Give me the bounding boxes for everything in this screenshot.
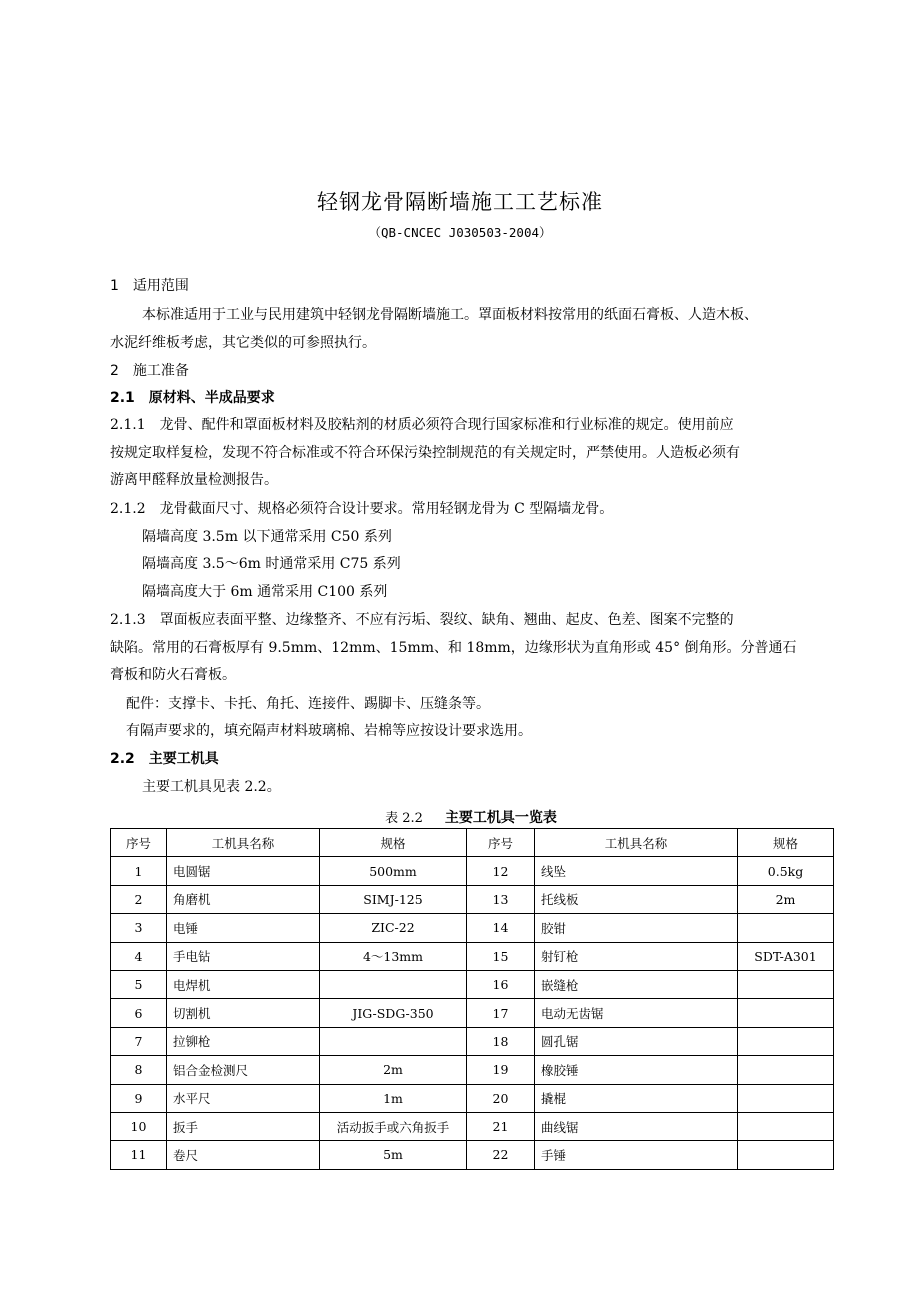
cell-no: 6 (111, 999, 167, 1027)
cell-spec: 2m (738, 885, 834, 913)
cell-no: 19 (467, 1056, 535, 1084)
header-no-left: 序号 (111, 829, 167, 857)
cell-tool-name: 圆孔锯 (535, 1027, 738, 1055)
cell-spec (738, 1084, 834, 1112)
cell-tool-name: 电动无齿锯 (535, 999, 738, 1027)
cell-spec (738, 1112, 834, 1140)
section-2-1-2-line-1: 2.1.2 龙骨截面尺寸、规格必须符合设计要求。常用轻钢龙骨为 C 型隔墙龙骨。 (110, 501, 614, 517)
table-row (111, 999, 834, 1027)
header-name-right: 工机具名称 (535, 829, 738, 857)
cell-no: 8 (111, 1056, 167, 1084)
table-header-row (111, 829, 834, 857)
section-2-1-2-item-2: 隔墙高度 3.5～6m 时通常采用 C75 系列 (142, 556, 401, 572)
cell-spec (738, 914, 834, 942)
cell-spec: JIG-SDG-350 (320, 999, 467, 1027)
cell-spec: SDT-A301 (738, 942, 834, 970)
header-no-right: 序号 (467, 829, 535, 857)
cell-tool-name: 橡胶锤 (535, 1056, 738, 1084)
cell-tool-name: 手电钻 (167, 942, 320, 970)
cell-no: 5 (111, 970, 167, 998)
section-2-1-1-line-1: 2.1.1 龙骨、配件和罩面板材料及胶粘剂的材质必须符合现行国家标准和行业标准的规定。使用前应 (110, 417, 734, 433)
cell-tool-name: 射钉枪 (535, 942, 738, 970)
cell-spec (738, 1056, 834, 1084)
cell-spec: 0.5kg (738, 857, 834, 885)
cell-spec (738, 1141, 834, 1169)
table-row (111, 914, 834, 942)
cell-spec (738, 970, 834, 998)
section-2-1-3-parts: 配件：支撑卡、卡托、角托、连接件、踢脚卡、压缝条等。 (126, 696, 490, 712)
cell-spec: 1m (320, 1084, 467, 1112)
section-2-1-1-line-3: 游离甲醛释放量检测报告。 (110, 472, 278, 488)
cell-tool-name: 胶钳 (535, 914, 738, 942)
section-1-paragraph-line-2: 水泥纤维板考虑，其它类似的可参照执行。 (110, 335, 376, 351)
cell-no: 7 (111, 1027, 167, 1055)
table-row (111, 1141, 834, 1169)
cell-spec: ZIC-22 (320, 914, 467, 942)
cell-no: 9 (111, 1084, 167, 1112)
cell-tool-name: 拉铆枪 (167, 1027, 320, 1055)
table-caption-number: 表 2.2 (385, 811, 423, 826)
table-row (111, 942, 834, 970)
cell-no: 16 (467, 970, 535, 998)
cell-spec: 5m (320, 1141, 467, 1169)
cell-tool-name: 托线板 (535, 885, 738, 913)
cell-tool-name: 线坠 (535, 857, 738, 885)
cell-no: 3 (111, 914, 167, 942)
cell-spec (320, 1027, 467, 1055)
cell-tool-name: 手锤 (535, 1141, 738, 1169)
section-2-1-3-line-3: 膏板和防火石膏板。 (110, 667, 236, 683)
cell-no: 14 (467, 914, 535, 942)
cell-spec: SIMJ-125 (320, 885, 467, 913)
section-2-2-paragraph: 主要工机具见表 2.2。 (142, 779, 281, 795)
cell-spec: 500mm (320, 857, 467, 885)
cell-no: 11 (111, 1141, 167, 1169)
cell-no: 13 (467, 885, 535, 913)
table-row (111, 1084, 834, 1112)
section-2-1-3-line-2: 缺陷。常用的石膏板厚有 9.5mm、12mm、15mm、和 18mm，边缘形状为直角形或 45° 倒角形。分普通石 (110, 640, 797, 656)
table-row (111, 970, 834, 998)
table-row (111, 1056, 834, 1084)
cell-no: 20 (467, 1084, 535, 1112)
cell-spec: 4～13mm (320, 942, 467, 970)
section-2-1-2-item-1: 隔墙高度 3.5m 以下通常采用 C50 系列 (142, 529, 392, 545)
cell-tool-name: 电圆锯 (167, 857, 320, 885)
section-2-heading: 2 施工准备 (110, 363, 189, 379)
section-2-1-2-item-3: 隔墙高度大于 6m 通常采用 C100 系列 (142, 584, 388, 600)
table-row (111, 1112, 834, 1140)
cell-spec (320, 970, 467, 998)
cell-tool-name: 卷尺 (167, 1141, 320, 1169)
header-spec-right: 规格 (738, 829, 834, 857)
section-2-1-1-line-2: 按规定取样复检，发现不符合标准或不符合环保污染控制规范的有关规定时，严禁使用。人造板必须有 (110, 445, 740, 461)
section-2-1-heading: 2.1 原材料、半成品要求 (110, 390, 275, 406)
cell-no: 1 (111, 857, 167, 885)
header-spec-left: 规格 (320, 829, 467, 857)
section-1-heading: 1 适用范围 (110, 278, 189, 294)
cell-no: 10 (111, 1112, 167, 1140)
table-row (111, 857, 834, 885)
tools-table (110, 828, 834, 1170)
document-title: 轻钢龙骨隔断墙施工工艺标准 (317, 190, 603, 214)
cell-no: 2 (111, 885, 167, 913)
cell-tool-name: 角磨机 (167, 885, 320, 913)
header-name-left: 工机具名称 (167, 829, 320, 857)
cell-spec: 2m (320, 1056, 467, 1084)
cell-no: 21 (467, 1112, 535, 1140)
table-row (111, 1027, 834, 1055)
table-caption (110, 807, 832, 827)
cell-no: 12 (467, 857, 535, 885)
cell-tool-name: 撬棍 (535, 1084, 738, 1112)
cell-spec (738, 999, 834, 1027)
cell-tool-name: 扳手 (167, 1112, 320, 1140)
cell-tool-name: 切割机 (167, 999, 320, 1027)
cell-no: 22 (467, 1141, 535, 1169)
section-1-paragraph-line-1: 本标准适用于工业与民用建筑中轻钢龙骨隔断墙施工。罩面板材料按常用的纸面石膏板、人造木板、 (142, 307, 758, 323)
document-code: （QB-CNCEC J030503-2004） (368, 225, 552, 240)
section-2-1-3-sound: 有隔声要求的，填充隔声材料玻璃棉、岩棉等应按设计要求选用。 (126, 723, 532, 739)
cell-no: 4 (111, 942, 167, 970)
cell-tool-name: 电焊机 (167, 970, 320, 998)
cell-tool-name: 水平尺 (167, 1084, 320, 1112)
cell-no: 15 (467, 942, 535, 970)
section-2-2-heading: 2.2 主要工机具 (110, 751, 219, 767)
cell-no: 17 (467, 999, 535, 1027)
table-row (111, 885, 834, 913)
cell-tool-name: 嵌缝枪 (535, 970, 738, 998)
table-caption-name: 主要工机具一览表 (444, 810, 557, 826)
cell-spec (738, 1027, 834, 1055)
cell-no: 18 (467, 1027, 535, 1055)
cell-tool-name: 电锤 (167, 914, 320, 942)
section-2-1-3-line-1: 2.1.3 罩面板应表面平整、边缘整齐、不应有污垢、裂纹、缺角、翘曲、起皮、色差、图案不完整的 (110, 612, 734, 628)
cell-tool-name: 曲线锯 (535, 1112, 738, 1140)
cell-tool-name: 铝合金检测尺 (167, 1056, 320, 1084)
cell-spec: 活动扳手或六角扳手 (320, 1112, 467, 1140)
